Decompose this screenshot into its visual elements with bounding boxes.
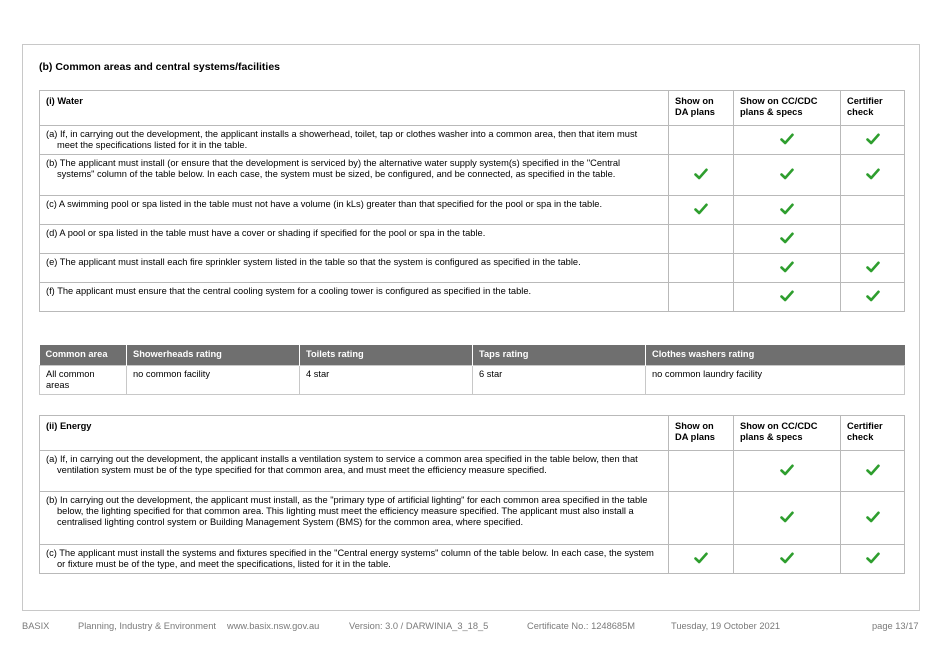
- table-row: [40, 126, 905, 155]
- col-certifier-check: Certifier check: [841, 416, 905, 451]
- cc-check-cell: [734, 225, 841, 254]
- energy-requirements-table: [39, 415, 905, 574]
- footer-certificate: Certificate No.: 1248685M: [527, 621, 636, 631]
- ratings-cell-taps: 6 star: [473, 365, 646, 394]
- requirement-text: [40, 254, 669, 283]
- da-check-cell: [669, 225, 734, 254]
- table-row: [40, 545, 905, 574]
- certifier-check-cell: [841, 451, 905, 492]
- checkmark-icon: [866, 133, 880, 145]
- certifier-check-cell: [841, 283, 905, 312]
- ratings-header-clothes-washers: Clothes washers rating: [646, 345, 905, 365]
- checkmark-icon: [694, 203, 708, 215]
- checkmark-icon: [780, 133, 794, 145]
- table-row: [40, 451, 905, 492]
- cc-check-cell: [734, 196, 841, 225]
- col-show-on-cc: Show on CC/CDC plans & specs: [734, 91, 841, 126]
- table-row: [40, 196, 905, 225]
- certifier-check-cell: [841, 492, 905, 545]
- da-check-cell: [669, 492, 734, 545]
- checkmark-icon: [866, 168, 880, 180]
- checkmark-icon: [866, 552, 880, 564]
- water-header-row: [40, 91, 905, 126]
- ratings-cell-toilets: 4 star: [300, 365, 473, 394]
- da-check-cell: [669, 283, 734, 312]
- ratings-header-common-area: Common area: [40, 345, 127, 365]
- requirement-label: (b) In carrying out the development, the applicant must install, as the "primary type of artificial lighting" for each common area specified in the table below, the lighting specified for that common area. This lighting must meet the efficiency measure specified. The applicant must also install a centralised lighting control system or Building Management System (BMS) for the common area, where specified.: [46, 495, 648, 527]
- da-check-cell: [669, 155, 734, 196]
- requirement-label: (c) The applicant must install the systems and fixtures specified in the "Central energy systems" column of the table below. In each case, the system or fixture must be of the type, and meet the specifications, listed for it in the table.: [46, 548, 654, 569]
- requirement-label: (b) The applicant must install (or ensure that the development is serviced by) the alternative water supply system(s) specified in the "Central systems" column of the table below. In each case, the system must be sized, be configured, and be connected, as specified in the table.: [46, 158, 621, 179]
- requirement-text: [40, 451, 669, 492]
- section-heading: (b) Common areas and central systems/facilities: [39, 61, 281, 73]
- cc-check-cell: [734, 254, 841, 283]
- footer-department: Planning, Industry & Environment: [78, 621, 216, 631]
- requirement-text: [40, 196, 669, 225]
- checkmark-icon: [780, 261, 794, 273]
- requirement-text: [40, 225, 669, 254]
- requirement-text: [40, 155, 669, 196]
- col-show-on-cc: Show on CC/CDC plans & specs: [734, 416, 841, 451]
- certifier-check-cell: [841, 225, 905, 254]
- col-show-on-da: Show on DA plans: [669, 91, 734, 126]
- table-row: [40, 283, 905, 312]
- checkmark-icon: [780, 203, 794, 215]
- requirement-text: [40, 126, 669, 155]
- water-requirements-table: [39, 90, 905, 312]
- table-row: [40, 155, 905, 196]
- certifier-check-cell: [841, 254, 905, 283]
- cc-check-cell: [734, 545, 841, 574]
- ratings-header-toilets: Toilets rating: [300, 345, 473, 365]
- requirement-label: (d) A pool or spa listed in the table must have a cover or shading if specified for the pool or spa in the table.: [46, 228, 486, 238]
- checkmark-icon: [866, 464, 880, 476]
- table-row: [40, 225, 905, 254]
- requirement-label: (e) The applicant must install each fire sprinkler system listed in the table so that the system is configured as specified in the table.: [46, 257, 581, 267]
- checkmark-icon: [780, 552, 794, 564]
- ratings-header-showerheads: Showerheads rating: [127, 345, 300, 365]
- common-area-ratings-table: [39, 345, 905, 395]
- ratings-cell-showerheads: no common facility: [127, 365, 300, 394]
- energy-header-row: [40, 416, 905, 451]
- da-check-cell: [669, 545, 734, 574]
- certifier-check-cell: [841, 155, 905, 196]
- requirement-label: (f) The applicant must ensure that the central cooling system for a cooling tower is configured as specified in the table.: [46, 286, 532, 296]
- checkmark-icon: [866, 261, 880, 273]
- table-row: [40, 254, 905, 283]
- footer-basix: BASIX: [22, 621, 50, 631]
- checkmark-icon: [780, 232, 794, 244]
- certifier-check-cell: [841, 545, 905, 574]
- checkmark-icon: [780, 168, 794, 180]
- ratings-header-row: [40, 345, 905, 365]
- energy-title: (ii) Energy: [40, 416, 669, 451]
- checkmark-icon: [780, 290, 794, 302]
- da-check-cell: [669, 196, 734, 225]
- requirement-text: [40, 283, 669, 312]
- ratings-header-taps: Taps rating: [473, 345, 646, 365]
- cc-check-cell: [734, 283, 841, 312]
- checkmark-icon: [866, 290, 880, 302]
- checkmark-icon: [780, 511, 794, 523]
- cc-check-cell: [734, 126, 841, 155]
- checkmark-icon: [780, 464, 794, 476]
- cc-check-cell: [734, 451, 841, 492]
- checkmark-icon: [694, 168, 708, 180]
- da-check-cell: [669, 451, 734, 492]
- col-show-on-da: Show on DA plans: [669, 416, 734, 451]
- table-row: [40, 492, 905, 545]
- requirement-label: (c) A swimming pool or spa listed in the table must not have a volume (in kLs) greater than that specified for the pool or spa in the table.: [46, 199, 603, 209]
- footer-date: Tuesday, 19 October 2021: [671, 621, 781, 631]
- da-check-cell: [669, 126, 734, 155]
- requirement-label: (a) If, in carrying out the development, the applicant installs a showerhead, toilet, tap or clothes washer into a common area, then that item must meet the specifications listed for it in the table.: [46, 129, 638, 150]
- certifier-check-cell: [841, 126, 905, 155]
- da-check-cell: [669, 254, 734, 283]
- footer-page-number: page 13/17: [872, 621, 919, 631]
- ratings-cell-clothes-washers: no common laundry facility: [646, 365, 905, 394]
- table-row: [40, 365, 905, 394]
- ratings-cell-common-area: All common areas: [40, 365, 127, 394]
- col-certifier-check: Certifier check: [841, 91, 905, 126]
- footer-version: Version: 3.0 / DARWINIA_3_18_5: [349, 621, 489, 631]
- checkmark-icon: [694, 552, 708, 564]
- requirement-text: [40, 492, 669, 545]
- water-title: (i) Water: [40, 91, 669, 126]
- checkmark-icon: [866, 511, 880, 523]
- requirement-label: (a) If, in carrying out the development, the applicant installs a ventilation system to service a common area specified in the table below, then that ventilation system must be of the type specified for that common area, and must meet the efficiency measure specified.: [46, 454, 638, 475]
- cc-check-cell: [734, 155, 841, 196]
- footer-url[interactable]: www.basix.nsw.gov.au: [227, 621, 320, 631]
- requirement-text: [40, 545, 669, 574]
- certifier-check-cell: [841, 196, 905, 225]
- cc-check-cell: [734, 492, 841, 545]
